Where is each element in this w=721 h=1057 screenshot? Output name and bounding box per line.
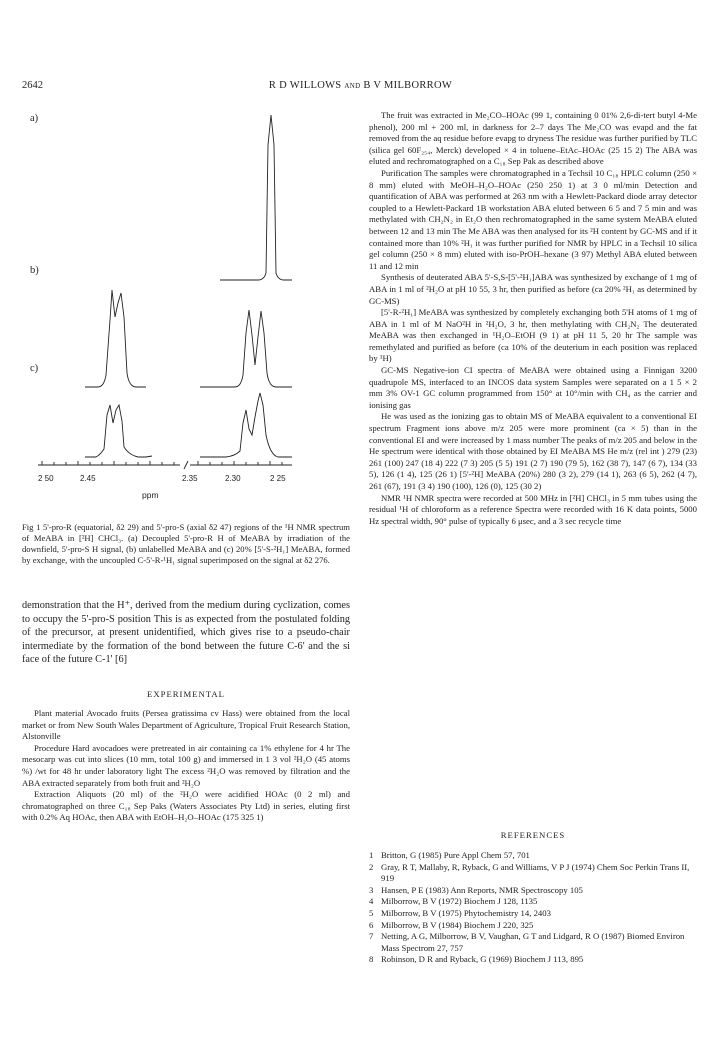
reference-item: 8 Robinson, D R and Ryback, G (1969) Biochem J 113, 895 <box>369 954 584 965</box>
spectrum-a <box>220 115 292 280</box>
right-paragraphs <box>369 110 697 527</box>
left-body-text: demonstration that the H⁺, derived from the medium during cyclization, comes to occupy the 5'-pro-S position This is as expected from the postulated folding of the precursor, at present unidentified, which gives rise to a pseudo-chair intermediate by the formation of the bond between the future C-6' and the si face of the future C-1' [6] <box>22 600 350 665</box>
spectra-svg <box>30 105 350 575</box>
reference-item: 7 Netting, A G, Milborrow, B V, Vaughan, G T and Lidgard, R O (1987) Biomed Environ Mass Spectrom 27, 757 <box>369 931 685 953</box>
reference-item: 4 Milborrow, B V (1972) Biochem J 128, 1135 <box>369 896 538 907</box>
tick-label: 2.45 <box>80 474 96 483</box>
axis-unit: ppm <box>142 490 159 500</box>
tick-label: 2.30 <box>225 474 241 483</box>
paragraph: Procedure Hard avocadoes were pretreated in air containing ca 1% ethylene for 4 hr The mesocarp was cut into slices (10 mm, total 100 g) and immersed in 1 3 vol ²H₂O (45 atoms %) /wt for 48 hr under laboratory light The excess ²H₂O was removed by filtration and the ABA extracted separately from both fruit and ²H₂O <box>22 742 350 788</box>
running-head: R D WILLOWS and B V MILBORROW <box>268 80 453 91</box>
panel-label-a: a) <box>30 113 39 124</box>
ppm-axis <box>38 461 292 469</box>
spectrum-b-right <box>200 310 292 387</box>
paragraph: He was used as the ionizing gas to obtain MS of MeABA equivalent to a conventional EI spectrum Fragment ions above m/z 205 were more prominent (ca × 5) than in the conventional EI and were increased by 1 mass number The peaks of m/z 205 and below in the He spectrum were identical with those obtained by EI MeABA MS He m/z (rel int ) 279 (23) 261 (100) 247 (18 4) 222 (7 3) 205 (5 5) 191 (2 7) 190 (79 5), 162 (38 7), 147 (6 7), 134 (33 5), 126 (1 4), 125 (26 1) [5'-²H] MeABA (20%) 280 (3 2), 279 (14 1), 263 (6 5), 262 (4 7), 261 (67), 191 (3 4) 190 (100), 126 (0), 125 (30 2) <box>369 411 697 491</box>
references-list <box>369 850 697 966</box>
spectrum-c-right <box>200 393 292 457</box>
reference-item: 6 Milborrow, B V (1984) Biochem J 220, 325 <box>369 919 534 930</box>
spectrum-c-left <box>85 405 152 457</box>
paragraph: Extraction Aliquots (20 ml) of the ²H₂O were acidified HOAc (0 2 ml) and chromatographed on three C₁₈ Sep Paks (Waters Associates Pty Ltd) in series, eluting first with 0.2% Aq HOAc, then ABA with EtOH–H₂O–HOAc (175 325 1) <box>22 789 350 823</box>
panel-label-b: b) <box>30 265 39 276</box>
tick-label: 2 50 <box>38 474 54 483</box>
paragraph: Synthesis of deuterated ABA 5'-S,S-[5'-²H₁]ABA was synthesized by exchange of 1 mg of ABA in 1 ml of ²H₂O at pH 10 55, 3 hr, then purified as before (ca 20% ²H₁ as determined by GC-MS) <box>369 272 697 306</box>
paragraph: Purification The samples were chromatographed in a Techsil 10 C₁₈ HPLC column (250 × 8 mm) eluted with MeOH–H₂O–HOAc (250 250 1) at 3 0 ml/min Detection and quantification of ABA was performed at 263 nm with a Hewlett-Packard diode array detector coupled to a Hewlett-Packard 1B workstation ABA eluted between 6 5 and 7 5 min and was methylated with CH₂N₂ in Et₂O then rechromatographed in the same system MeABA eluted between 12 and 13 min The Me ABA was then analysed for its ²H content by GC-MS and if it contained more than 10% ²H₁ it was further purified for NMR by HPLC in a Techsil 10 silica gel column (250 × 8 mm) eluted with iso-PrOH–hexane (3 97) Methyl ABA eluted between 11 and 12 min <box>369 167 697 271</box>
paragraph: GC-MS Negative-ion CI spectra of MeABA were obtained using a Finnigan 3200 quadrupole MS, interfaced to an INCOS data system Samples were separated on a 1 5 × 2 mm 3% OV-1 GC column programmed from 150° at 10°/min with CH₄ as the carrier and ionising gas <box>369 365 697 410</box>
tick-label: 2 25 <box>270 474 286 483</box>
axis-ticks <box>42 461 282 465</box>
experimental-heading: EXPERIMENTAL <box>147 689 225 699</box>
paragraph: [5'-R-²H₁] MeABA was synthesized by completely exchanging both 5'H atoms of 1 mg of ABA in 1 ml of M NaO²H in ²H₂O, 3 hr, then methylating with CH₂N₂ The deuterated MeABA was then exchanged in ¹H₂O–EtOH (9 1) at pH 11 5, 20 hr The sample was remethylated and purified as before (ca 10% of the deuterium in each position was replaced by ¹H) <box>369 307 697 364</box>
paragraph: The fruit was extracted in Me₂CO–HOAc (99 1, containing 0 01% 2,6-di-tert butyl 4-Me phenol), 200 ml + 200 ml, in darkness for 2–7 days The Me₂CO was evapd and the fat removed from the aq residue before evapg to dryness The residue was further purified by TLC (silica gel 60F₂₅₄, Merck) developed × 4 in toluene–EtAc–HOAc (25 15 2) The ABA was eluted and rechromatographed on a C₁₈ Sep Pak as described above <box>369 110 698 167</box>
references-heading: REFERENCES <box>500 830 566 840</box>
spectrum-b-left <box>85 290 146 387</box>
left-paragraphs <box>22 708 350 824</box>
page-number: 2642 <box>22 80 43 91</box>
tick-label: 2.35 <box>182 474 198 483</box>
reference-item: 2 Gray, R T, Mallaby, R, Ryback, G and Williams, V P J (1974) Chem Soc Perkin Trans II, 919 <box>369 861 690 884</box>
figure-caption: Fig 1 5'-pro-R (equatorial, δ2 29) and 5'-pro-S (axial δ2 47) regions of the ¹H NMR spectrum of MeABA in [²H] CHCl₃. (a) Decoupled 5'-pro-R H of MeABA by irradiation of the downfield, 5'-pro-S H signal, (b) unlabelled MeABA and (c) 20% [5'-S-²H₁] MeABA, formed by exchange, with the uncoupled C-5'-R-¹H₁ signal superimposed on the signal at δ2 276. <box>22 522 350 565</box>
tick-labels <box>32 474 312 486</box>
reference-item: 5 Milborrow, B V (1975) Phytochemistry 14, 2403 <box>369 907 551 918</box>
reference-item: 3 Hansen, P E (1983) Ann Reports, NMR Spectroscopy 105 <box>369 884 583 895</box>
reference-item: 1 Britton, G (1985) Pure Appl Chem 57, 701 <box>369 850 530 860</box>
paragraph: NMR ¹H NMR spectra were recorded at 500 MHz in [²H] CHCl₃ in 5 mm tubes using the residual ¹H of chloroform as a reference Spectra were recorded with 16 K data points, 5000 Hz spectral width, 90° pulse of typically 6 μsec, and a 3 sec recycle time <box>369 492 697 526</box>
panel-label-c: c) <box>30 363 39 374</box>
paragraph: Plant material Avocado fruits (Persea gratissima cv Hass) were obtained from the local market or from New South Wales Department of Agriculture, Tropical Fruit Research Station, Alstonville <box>22 708 350 742</box>
